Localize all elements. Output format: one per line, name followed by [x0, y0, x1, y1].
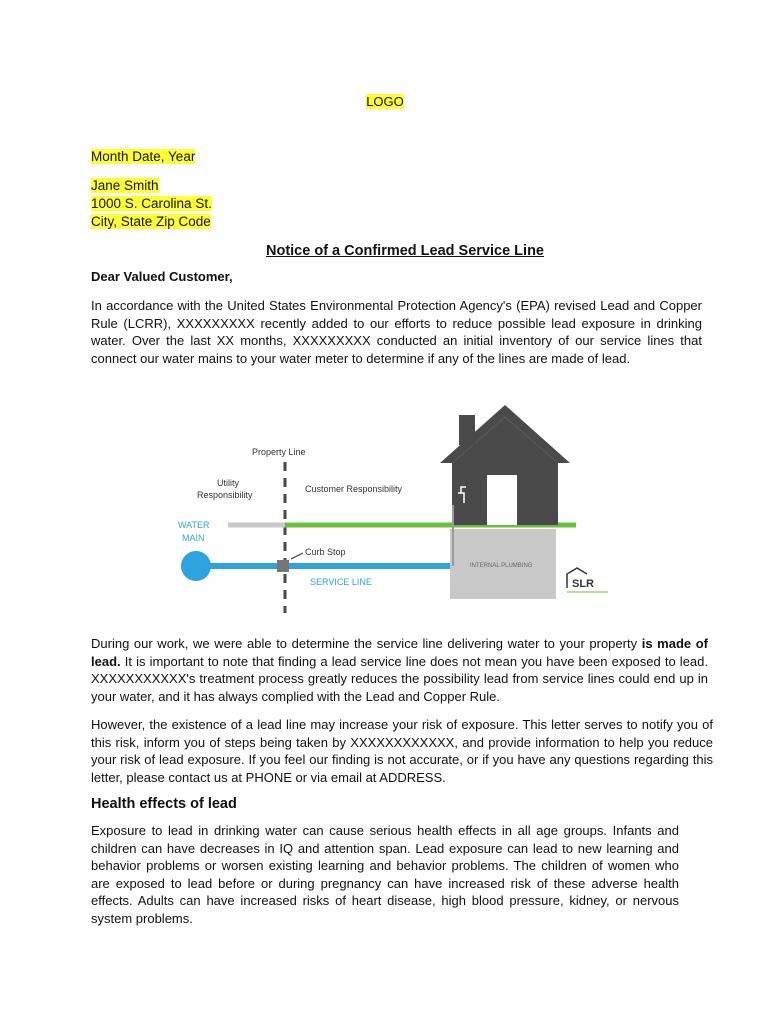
recipient-city: City, State Zip Code	[91, 214, 211, 229]
utility-responsibility-label-1: Utility	[217, 478, 239, 488]
recipient-address	[91, 177, 212, 231]
utility-responsibility-label-2: Responsibility	[197, 490, 253, 500]
health-effects-paragraph: Exposure to lead in drinking water can cause serious health effects in all age groups. Infants and children can have decreases in IQ and attention span. Lead exposure can lead to new learning and behavior problems or worsen existing learning and behavior problems. The children of women who are exposed to lead before or during pregnancy can have increased risk of these adverse health effects. Adults can have increased risks of heart disease, high blood pressure, kidney, or nervous system problems.	[91, 823, 679, 926]
finding-text-end: It is important to note that finding a lead service line does not mean you have been exposed to lead. XXXXXXXXXXX's treatment process greatly reduces the possibility lead from service lines could end up in your water, and it has always complied with the Lead and Copper Rule.	[91, 653, 708, 704]
internal-plumbing-label: INTERNAL PLUMBING	[470, 563, 533, 569]
slr-logo-text: SLR	[572, 578, 594, 590]
property-line-label: Property Line	[252, 447, 306, 457]
water-main-label-1: WATER	[178, 520, 210, 530]
curb-stop-valve	[277, 560, 289, 572]
letter-title: Notice of a Confirmed Lead Service Line	[266, 243, 544, 259]
letter-date: Month Date, Year	[91, 149, 196, 164]
greeting: Dear Valued Customer,	[91, 269, 233, 284]
intro-paragraph: In accordance with the United States Environmental Protection Agency's (EPA) revised Lead and Copper Rule (LCRR), XXXXXXXXX recently added to our efforts to reduce possible lead exposure in drinking water. Over the last XX months, XXXXXXXXX conducted an initial inventory of our service lines that connect our water mains to your water meter to determine if any of the lines are made of lead.	[91, 298, 702, 366]
logo-placeholder: LOGO	[366, 94, 404, 109]
service-line-diagram	[170, 405, 620, 615]
risk-paragraph: However, the existence of a lead line may increase your risk of exposure. This letter serves to notify you of this risk, inform you of steps being taken by XXXXXXXXXXXX, and provide information to help you reduce your risk of lead exposure. If you feel our finding is not accurate, or if you have any questions regarding this letter, please contact us at PHONE or via email at ADDRESS.	[91, 717, 713, 785]
recipient-name: Jane Smith	[91, 178, 159, 193]
section-heading: Health effects of lead	[91, 796, 237, 812]
water-main-icon	[181, 551, 211, 581]
curb-stop-arrow	[291, 553, 303, 559]
water-main-label-2: MAIN	[182, 533, 205, 543]
customer-responsibility-label: Customer Responsibility	[305, 484, 403, 494]
finding-text-start: During our work, we were able to determine the service line delivering water to your property	[91, 636, 642, 651]
finding-paragraph	[91, 635, 708, 705]
service-line-label: SERVICE LINE	[310, 577, 372, 587]
recipient-street: 1000 S. Carolina St.	[91, 196, 212, 211]
house-door	[487, 475, 517, 525]
finding-text-bold: is made of lead.	[91, 636, 708, 669]
curb-stop-label: Curb Stop	[305, 547, 346, 557]
